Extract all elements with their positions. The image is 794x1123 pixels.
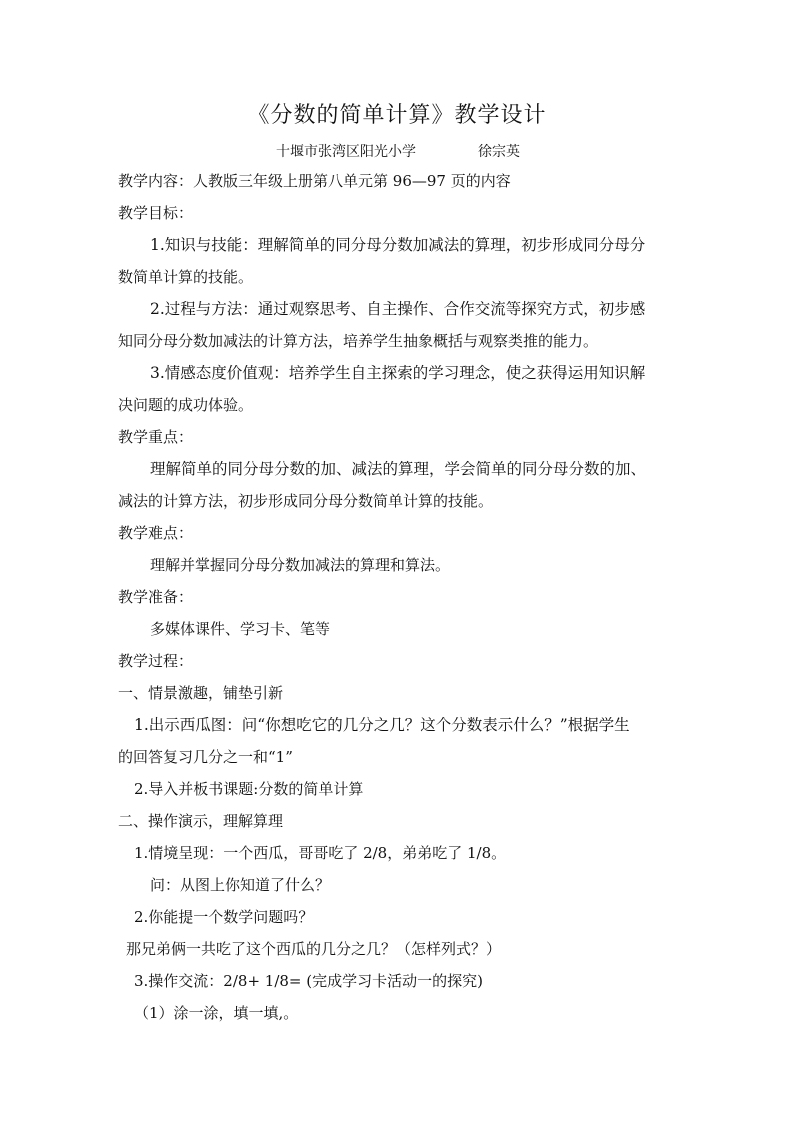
content-line: 决问题的成功体验。 [118, 396, 254, 414]
content-line: 3.操作交流：2/8+ 1/8= (完成学习卡活动一的探究) [134, 972, 483, 990]
section-heading: 教学重点： [118, 428, 194, 446]
content-line: 2.过程与方法：通过观察思考、自主操作、合作交流等探究方式，初步感 [150, 300, 646, 318]
content-line: 1.出示西瓜图：问“你想吃它的几分之几？这个分数表示什么？”根据学生 [134, 716, 630, 734]
school-name: 十堰市张湾区阳光小学 [276, 144, 416, 160]
content-line: 理解简单的同分母分数的加、减法的算理，学会简单的同分母分数的加、 [150, 460, 647, 478]
content-line: （1）涂一涂，填一填,。 [134, 1004, 299, 1022]
content-line: 的回答复习几分之一和“1” [118, 748, 293, 766]
section-heading: 教学难点： [118, 524, 194, 542]
content-line: 1.情境呈现：一个西瓜，哥哥吃了 2/8，弟弟吃了 1/8。 [134, 844, 507, 862]
content-line: 3.情感态度价值观：培养学生自主探索的学习理念，使之获得运用知识解 [150, 364, 646, 382]
content-line: 那兄弟俩一共吃了这个西瓜的几分之几？（怎样列式？） [126, 940, 502, 958]
content-line: 数简单计算的技能。 [118, 268, 254, 286]
content-line: 2.导入并板书课题:分数的简单计算 [134, 780, 364, 798]
author-name: 徐宗英 [478, 144, 520, 160]
section-heading: 教学准备： [118, 588, 194, 606]
document-title: 《分数的简单计算》教学设计 [247, 103, 547, 128]
content-line: 1.知识与技能：理解简单的同分母分数加减法的算理，初步形成同分母分 [150, 236, 646, 254]
section-heading: 二、操作演示，理解算理 [118, 812, 284, 830]
section-heading: 教学过程： [118, 652, 194, 670]
content-line: 教学内容：人教版三年级上册第八单元第 96—97 页的内容 [118, 172, 511, 190]
content-line: 多媒体课件、学习卡、笔等 [150, 620, 331, 638]
content-line: 减法的计算方法，初步形成同分母分数简单计算的技能。 [118, 492, 494, 510]
section-heading: 一、情景激趣，铺垫引新 [118, 684, 284, 702]
content-line: 知同分母分数加减法的计算方法，培养学生抽象概括与观察类推的能力。 [118, 332, 599, 350]
section-heading: 教学目标： [118, 204, 194, 222]
content-line: 问：从图上你知道了什么？ [150, 876, 331, 894]
content-line: 2.你能提一个数学问题吗？ [134, 908, 314, 926]
content-line: 理解并掌握同分母分数加减法的算理和算法。 [150, 556, 451, 574]
